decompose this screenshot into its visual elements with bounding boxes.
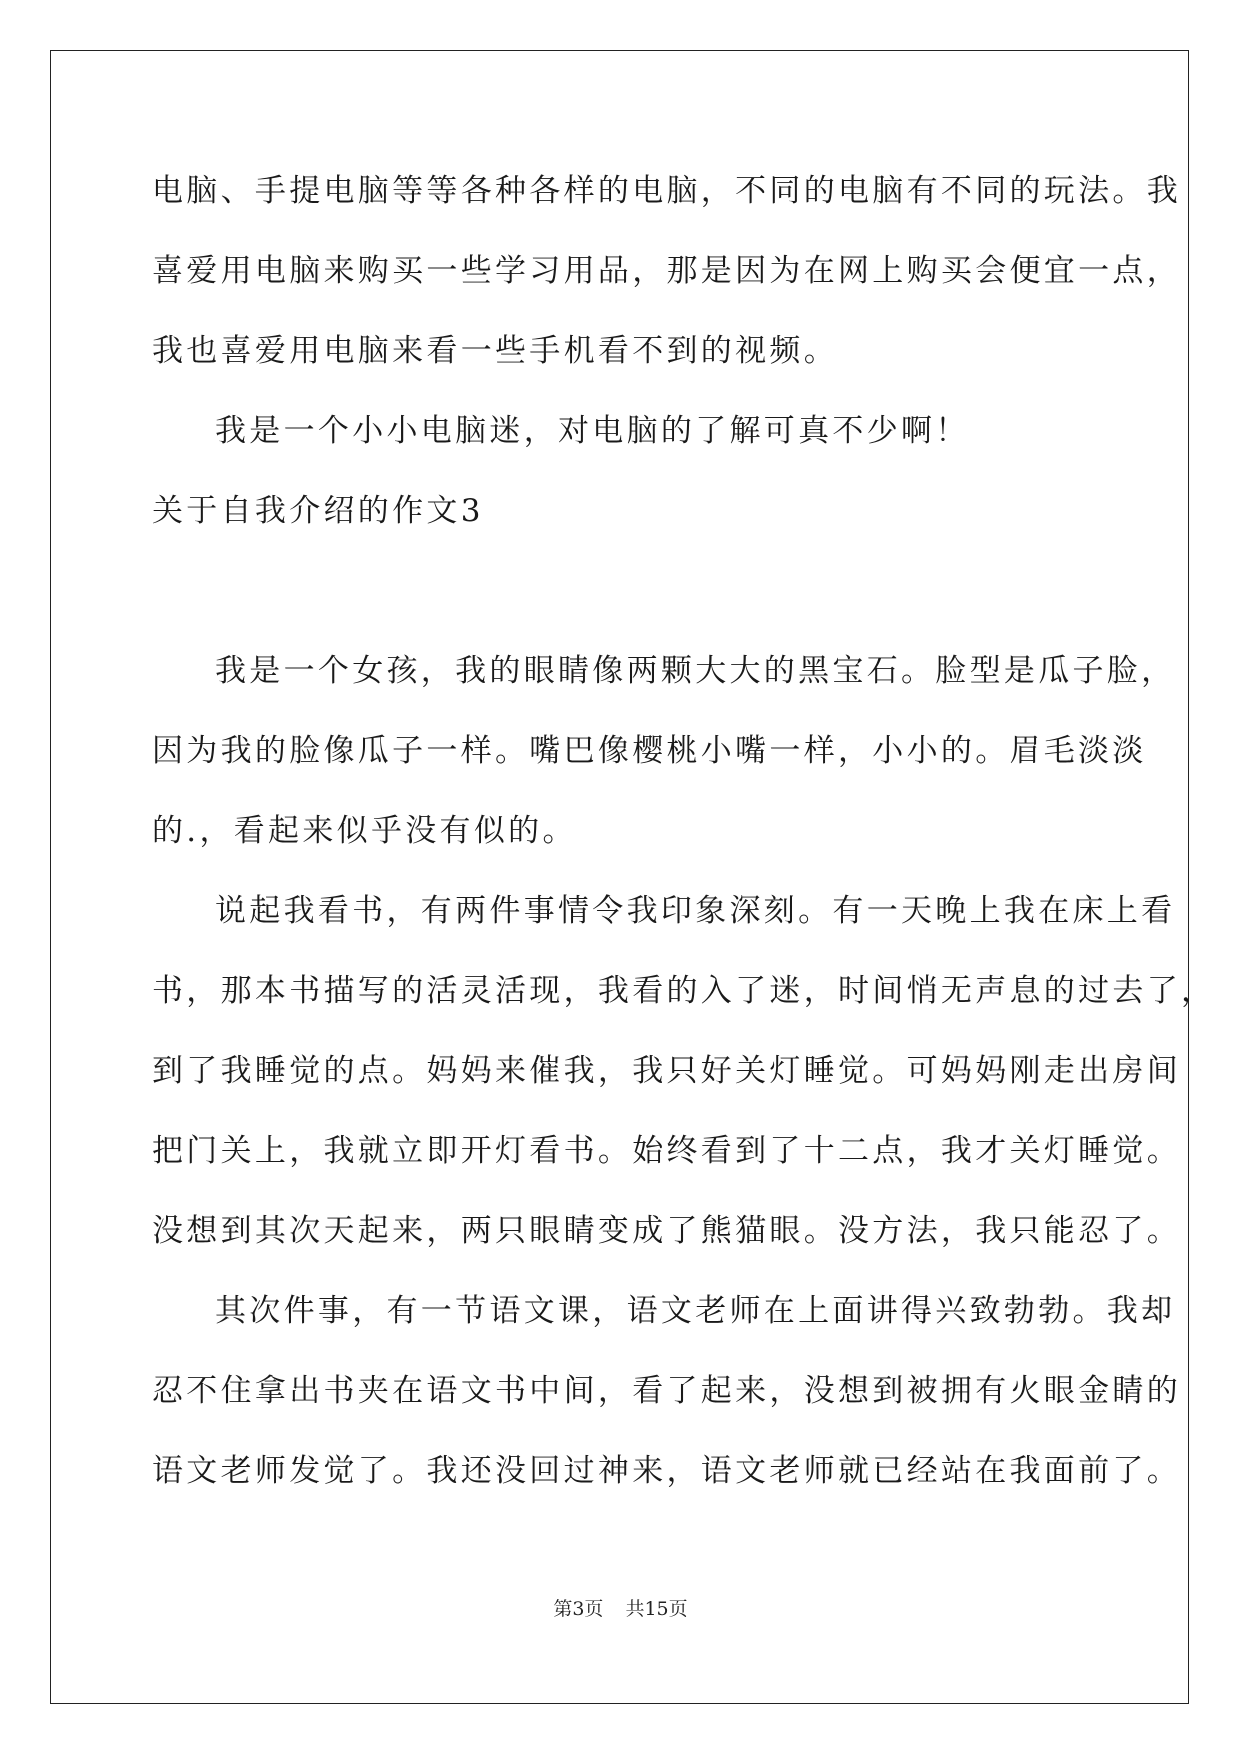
text-line: 语文老师发觉了。我还没回过神来，语文老师就已经站在我面前了。 [152, 1453, 1181, 1489]
page-footer [0, 1594, 1241, 1621]
text-line: 没想到其次天起来，两只眼睛变成了熊猫眼。没方法，我只能忍了。 [152, 1213, 1181, 1249]
text-line: 把门关上，我就立即开灯看书。始终看到了十二点，我才关灯睡觉。 [152, 1133, 1181, 1169]
text-line: 书，那本书描写的活灵活现，我看的入了迷，时间悄无声息的过去了， [152, 973, 1216, 1009]
text-line: 的.，看起来似乎没有似的。 [152, 813, 577, 849]
paragraph-line: 其次件事，有一节语文课，语文老师在上面讲得兴致勃勃。我却 [215, 1293, 1176, 1329]
text-line: 电脑、手提电脑等等各种各样的电脑，不同的电脑有不同的玩法。我 [152, 173, 1181, 209]
page-total: 共15页 [625, 1598, 688, 1620]
text-line: 喜爱用电脑来购买一些学习用品，那是因为在网上购买会便宜一点， [152, 253, 1181, 289]
page-number: 第3页 [553, 1598, 604, 1620]
text-line: 因为我的脸像瓜子一样。嘴巴像樱桃小嘴一样，小小的。眉毛淡淡 [152, 733, 1147, 769]
paragraph-line: 我是一个小小电脑迷，对电脑的了解可真不少啊！ [215, 413, 970, 449]
text-line: 忍不住拿出书夹在语文书中间，看了起来，没想到被拥有火眼金睛的 [152, 1373, 1181, 1409]
text-line: 到了我睡觉的点。妈妈来催我，我只好关灯睡觉。可妈妈刚走出房间 [152, 1053, 1181, 1089]
paragraph-line: 我是一个女孩，我的眼睛像两颗大大的黑宝石。脸型是瓜子脸， [215, 653, 1176, 689]
section-heading: 关于自我介绍的作文3 [152, 493, 484, 529]
text-line: 我也喜爱用电脑来看一些手机看不到的视频。 [152, 333, 838, 369]
paragraph-line: 说起我看书，有两件事情令我印象深刻。有一天晚上我在床上看 [215, 893, 1176, 929]
